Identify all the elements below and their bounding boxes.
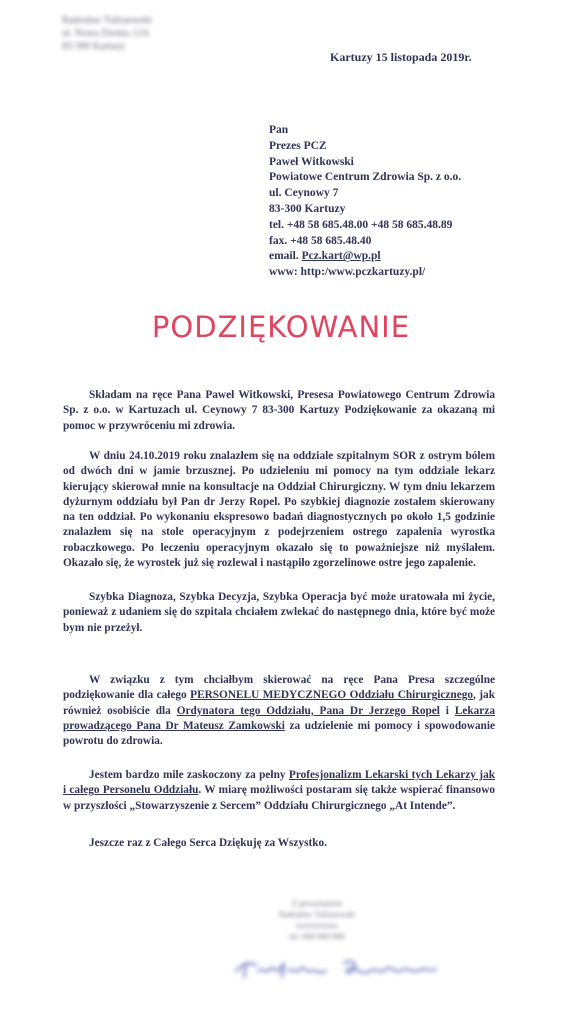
- paragraph-5: [63, 768, 495, 814]
- place-and-date: Kartuzy 15 listopada 2019r.: [330, 50, 472, 64]
- signer-name: Radosław Tuliszewski: [278, 909, 356, 919]
- recipient-position: Prezes PCZ: [269, 139, 327, 152]
- signature-block: [252, 898, 382, 942]
- p4-text-2: , jak również osobiście dla: [63, 689, 495, 717]
- paragraph-3-text: Szybka Diagnoza, Szybka Decyzja, Szybka Operacja być może uratowała mi życie, ponieważ z udaniem się do szpitala chciałem zwlekać do następnego dnia, które być może bym nie przeżył.: [63, 591, 495, 634]
- p4-underlined-staff: PERSONELU MEDYCZNEGO Oddziału Chirurgicznego: [190, 689, 473, 702]
- p5-text-2: . W miarę możliwości postaram się także wspierać finansowo w przyszłości „Stowarzyszenie z Sercem” Oddziału Chirurgicznego „At Intende”.: [63, 784, 495, 812]
- recipient-city: 83-300 Kartuzy: [269, 202, 346, 215]
- signer-phone: tel. 000 000 000: [289, 931, 345, 941]
- paragraph-6-text: Jeszcze raz z Całego Serca Dziękuję za Wszystko.: [89, 837, 327, 849]
- recipient-phone: tel. +48 58 685.48.00 +48 58 685.48.89: [269, 218, 453, 231]
- signer-line-3: xxxxxxxxxx: [295, 920, 339, 930]
- paragraph-5-text: [63, 768, 495, 814]
- paragraph-6: [63, 836, 495, 851]
- recipient-organization: Powiatowe Centrum Zdrowia Sp. z o.o.: [269, 171, 462, 184]
- sender-name: Radosław Tuliszewski: [62, 15, 152, 26]
- p5-text-1: Jestem bardzo mile zaskoczony za pełny: [89, 769, 289, 781]
- p4-text-1: W związku z tym chciałbym skierować na ręce Pana Presa szczególne podziękowanie dla całego: [63, 674, 495, 702]
- sender-city: 83-300 Kartuzy: [62, 41, 126, 52]
- recipient-email-line: [269, 249, 461, 265]
- paragraph-2-text: W dniu 24.10.2019 roku znalazłem się na oddziale szpitalnym SOR z ostrym bólem od dwóch dni w jamie brzusznej. Po udzieleniu mi pomocy na tym oddziale lekarz kierujący skierował mnie na konsultacje na Oddział Chirurgiczny. W tym dniu lekarzem dyżurnym oddziału był Pan dr Jerzy Ropel. Po szybkiej diagnozie zostałem skierowany na ten oddział. Po wykonaniu ekspresowo badań diagnostycznych po około 1,5 godzinie znalazłem się na stole operacyjnym z podejrzeniem ostrego zapalenia wyrostka robaczkowego. Po leczeniu operacyjnym okazało się to poważniejsze niż myślałem. Okazało się, że wyrostek już się rozlewał i nastąpiło zgorzelinowe ostre jego zapalenie.: [63, 450, 495, 570]
- closing-line: Z poważaniem: [291, 898, 343, 908]
- paragraph-1-text: Składam na ręce Pana Paweł Witkowski, Presesa Powiatowego Centrum Zdrowia Sp. z o.o. w Kartuzach ul. Ceynowy 7 83-300 Kartuzy Podziękowanie za okazaną mi pomoc w przywróceniu mi zdrowia.: [63, 389, 495, 432]
- paragraph-4: [63, 673, 495, 749]
- recipient-salutation: Pan: [269, 124, 289, 136]
- sender-address: [62, 14, 152, 53]
- recipient-address: [269, 123, 461, 281]
- p5-underlined-professionalism: Profesjonalizm Lekarski tych Lekarzy jak i całego Personelu Oddziału: [63, 769, 495, 797]
- paragraph-2: [63, 449, 495, 571]
- p4-underlined-head: Ordynatora tego Oddziału, Pana Dr Jerzego Ropel: [176, 704, 440, 717]
- recipient-street: ul. Ceynowy 7: [269, 187, 339, 200]
- recipient-name: Paweł Witkowski: [269, 155, 354, 168]
- recipient-website: www: http:/www.pczkartuzy.pl/: [269, 266, 426, 279]
- email-link[interactable]: Pcz.kart@wp.pl: [301, 250, 381, 263]
- p4-text-4: za udzielenie mi pomocy i spowodowanie powrotu do zdrowia.: [63, 719, 495, 748]
- paragraph-1: [63, 388, 495, 434]
- paragraph-3: [63, 590, 495, 636]
- recipient-fax: fax. +48 58 685.48.40: [269, 234, 372, 247]
- email-label: email.: [269, 250, 302, 263]
- letter-title: PODZIĘKOWANIE: [151, 310, 411, 344]
- handwritten-signature: [232, 955, 442, 981]
- p4-text-3: i: [439, 704, 455, 717]
- p4-underlined-doctor: Lekarza prowadzącego Pana Dr Mateusz Zamkowski: [63, 704, 495, 732]
- sender-street: ul. Nowa Ziemia 12A: [62, 28, 150, 39]
- paragraph-4-text: [63, 673, 495, 749]
